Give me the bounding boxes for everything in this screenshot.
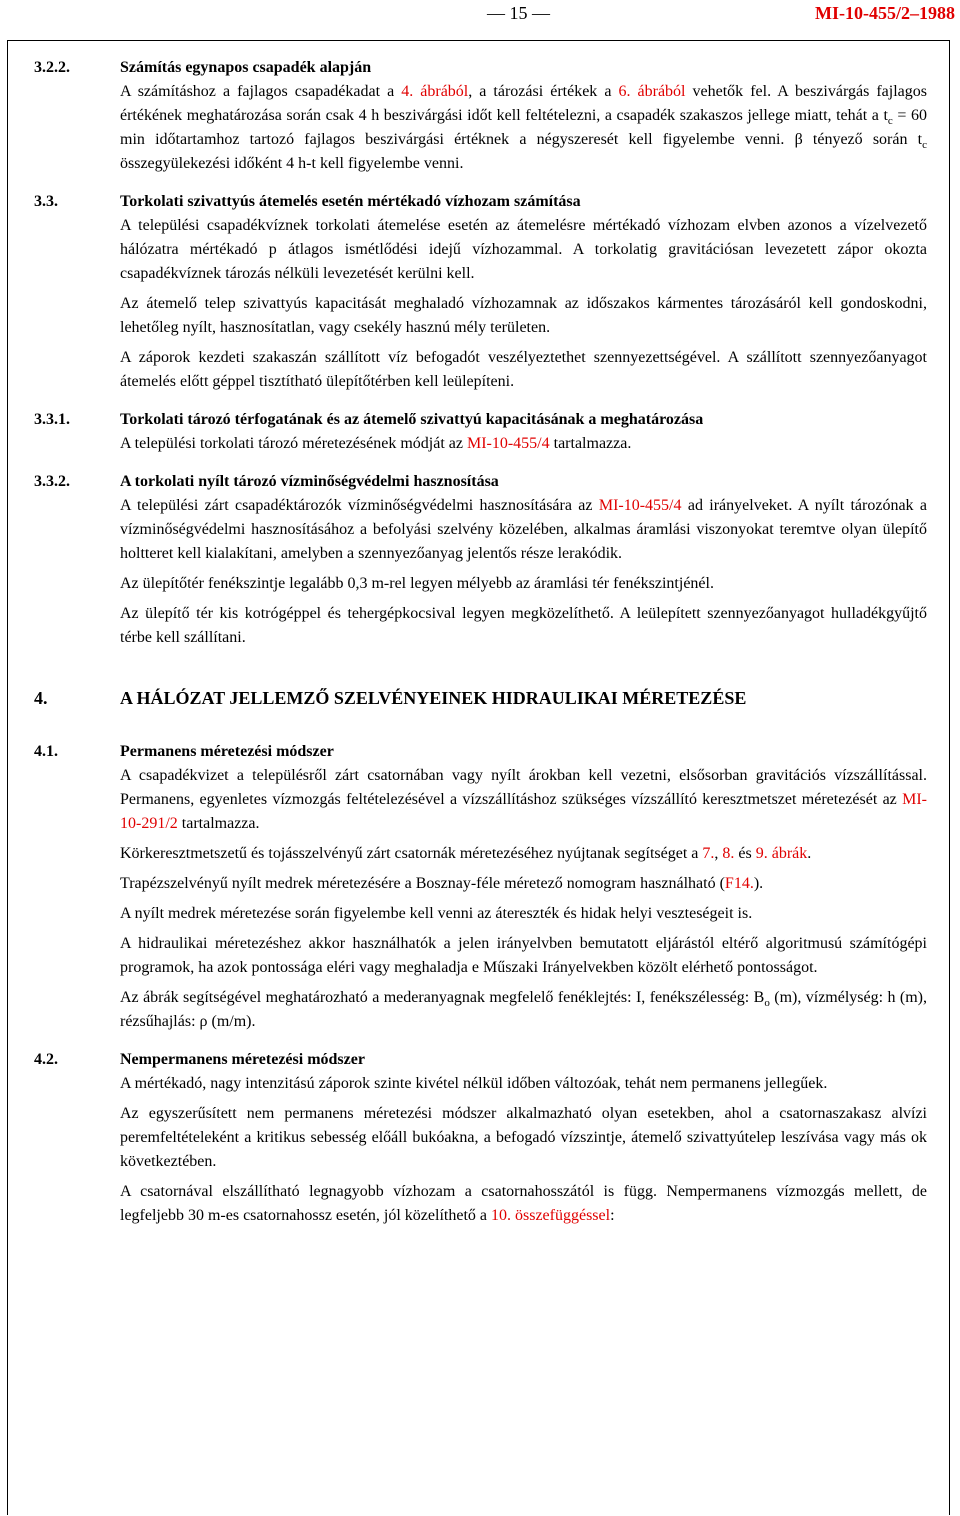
section-number: 4.2. [34,1051,58,1068]
paragraph: A csapadékvizet a településről zárt csatornában vagy nyílt árokban kell vezetni, elsősorban gravitációs vízszállítással. Permanens, egyenletes vízmozgás feltételezésével a vízszállításhoz szükséges vízszállító keresztmetszet méretezését az MI-10-291/2 tartalmazza. [120,767,927,832]
paragraph: A nyílt medrek méretezése során figyelembe kell venni az átereszték és hidak helyi veszteségeit is. [120,905,753,922]
paragraph: A csatornával elszállítható legnagyobb vízhozam a csatornahosszától is függ. Nempermanens vízmozgás mellett, de legfeljebb 30 m-es csatornahossz esetén, jól közelíthető a 10. összefüggéssel: [120,1183,927,1224]
section-number: 3.3.1. [34,411,70,428]
paragraph: A záporok kezdeti szakaszán szállított víz befogadót veszélyeztethet szennyezettségével. A szállított szennyezőanyagot átemelés előtt géppel tisztítható ülepítőtérben kell leülepíteni. [120,349,927,390]
paragraph: A települési csapadékvíznek torkolati átemelése esetén az átemelésre mértékadó vízhozam elvben azonos a vízelvezető hálózatra mértékadó p átlagos ismétlődési idejű vízhozammal. A torkolatig gravitációsan levezetett zápor okozta csapadékvíznek tározás nélküli levezetését kerülni kell. [120,217,927,282]
standard-link[interactable]: MI-10-291/2 [120,791,927,832]
appendix-link[interactable]: F14. [724,875,754,892]
page-number: — 15 — [487,3,550,23]
paragraph: A hidraulikai méretezéshez akkor használhatók a jelen irányelvben bemutatott eljárástól eltérő algoritmusú számítógépi programok, ha azok pontossága eléri vagy meghaladja e Műszaki Irányelvekben közölt elérhető pontosságot. [120,935,927,976]
section-4-1 [34,740,927,1034]
section-number: 4. [34,688,48,708]
section-title: A torkolati nyílt tározó vízminőségvédelmi hasznosítása [120,473,499,490]
paragraph: Az ülepítőtér fenékszintje legalább 0,3 m-rel legyen mélyebb az áramlási tér fenékszintjénél. [120,575,714,592]
section-title: Torkolati tározó térfogatának és az átemelő szivattyú kapacitásának a meghatározása [120,411,704,428]
standard-link[interactable]: MI-10-455/4 [466,435,550,452]
section-3-3-1 [34,408,927,456]
section-3-2-2 [34,56,927,176]
section-4-2 [34,1048,927,1228]
section-3-3-2 [34,470,927,650]
paragraph: Az átemelő telep szivattyús kapacitását meghaladó vízhozamnak az időszakos kármentes tározásáról kell gondoskodni, lehetőleg nyílt, hasznosítatlan, vagy csekély hasznú mély területen. [120,295,927,336]
section-title: Permanens méretezési módszer [120,743,334,760]
paragraph: A települési zárt csapadéktározók vízminőségvédelmi hasznosítására az MI-10-455/4 ad irányelveket. A nyílt tározónak a vízminőségvédelmi hasznosításához a befolyási szelvény közelében, alkalmas áramlási viszonyokat teremtve olyan ülepítő holtteret kell kialakítani, amelyben a szennyezőanyag jelentős része lerakódik. [120,497,927,562]
section-title: Nempermanens méretezési módszer [120,1051,365,1068]
paragraph: A mértékadó, nagy intenzitású záporok szinte kivétel nélkül időben változóak, tehát nem permanens jellegűek. [120,1075,828,1092]
section-number: 3.3.2. [34,473,70,490]
figure-link[interactable]: 8. [722,845,735,862]
section-title: Számítás egynapos csapadék alapján [120,59,372,76]
section-number: 3.2.2. [34,59,70,76]
figure-link[interactable]: 4. ábrából [401,83,469,100]
paragraph: Az egyszerűsített nem permanens méretezési módszer alkalmazható olyan esetekben, ahol a csatornaszakasz alvízi peremfeltételeként a kritikus sebesség előáll bukóakna, a befogadó vízszintje, átemelő szivattyútelep leszívása vagy más ok következtében. [120,1105,927,1170]
chapter-title: A HÁLÓZAT JELLEMZŐ SZELVÉNYEINEK HIDRAULIKAI MÉRETEZÉSE [120,688,747,708]
paragraph: A számításhoz a fajlagos csapadékadat a 4. ábrából, a tározási értékek a 6. ábrából vehetők fel. A beszivárgás fajlagos értékének meghatározása során csak 4 h beszivárgási időt kell feltételezni, a csapadék szakaszos jellege miatt, tehát a $t_c = 60$ min időtartamhoz tartozó fajlagos beszivárgási értéknek a négyszeresét kell figyelembe venni. β tényező során $t_c$ összegyülekezési időként 4 h-t kell figyelembe venni. [120,83,927,172]
section-title: Torkolati szivattyús átemelés esetén mértékadó vízhozam számítása [120,193,581,210]
figure-link[interactable]: 7. [702,845,715,862]
paragraph: A települési torkolati tározó méretezésének módját az MI-10-455/4 tartalmazza. [120,435,632,452]
section-number: 3.3. [34,193,58,210]
figure-link[interactable]: 9. ábrák [755,845,808,862]
figure-link[interactable]: 6. ábrából [618,83,686,100]
paragraph: Az ábrák segítségével meghatározható a mederanyagnak megfelelő fenéklejtés: I, fenékszélesség: $B_o$ (m), vízmélység: h (m), rézsűhajlás: ρ (m/m). [120,989,928,1030]
standard-link[interactable]: MI-10-455/4 [598,497,682,514]
section-number: 4.1. [34,743,58,760]
section-4 [34,686,927,710]
paragraph: Trapézszelvényű nyílt medrek méretezésére a Bosznay-féle méretező nomogram használható (F14.). [120,875,764,892]
page-header [0,0,960,40]
paragraph: Az ülepítő tér kis kotrógéppel és tehergépkocsival legyen megközelíthető. A leülepített szennyezőanyagot hulladékgyűjtő térbe kell szállítani. [120,605,927,646]
content [34,56,927,1234]
equation-link[interactable]: 10. összefüggéssel [490,1207,611,1224]
paragraph: Körkeresztmetszetű és tojásszelvényű zárt csatornák méretezéséhez nyújtanak segítséget a 7., 8. és 9. ábrák. [120,845,812,862]
section-3-3 [34,190,927,394]
document-id: MI-10-455/2–1988 [815,3,955,23]
